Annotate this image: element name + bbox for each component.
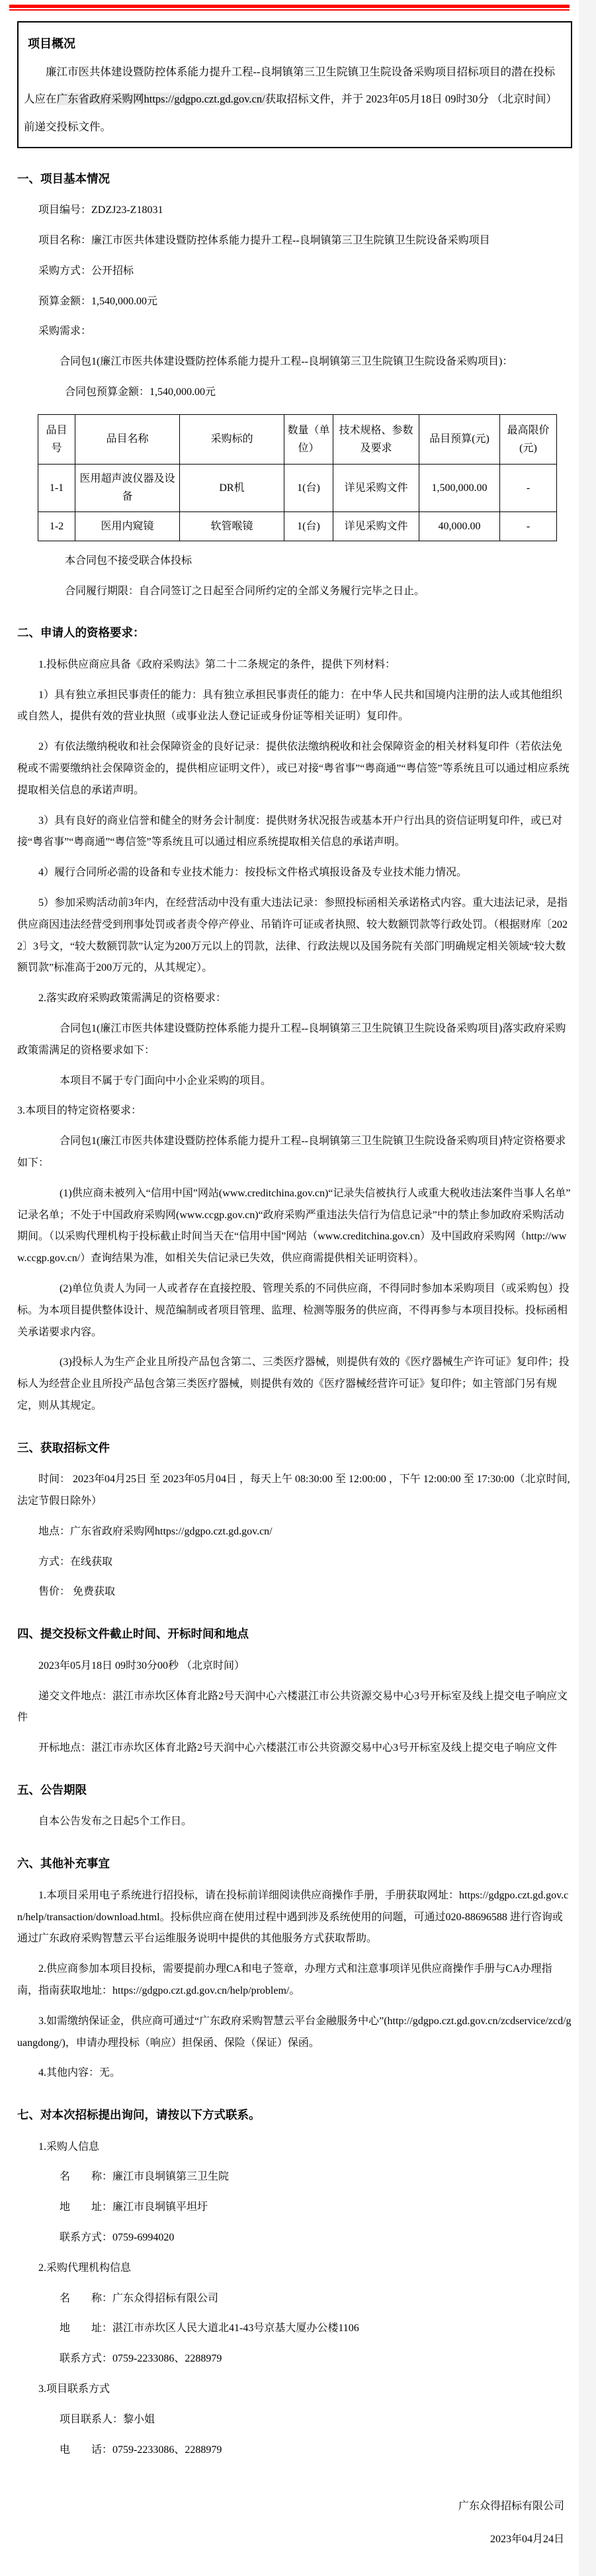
purchaser-info-title: 1.采购人信息: [38, 2141, 100, 2153]
items-table: [38, 414, 557, 541]
project-contact-person-value: 黎小姐: [123, 2413, 155, 2425]
top-divider-thick-line: [9, 5, 570, 8]
supplement-item: 3.如需缴纳保证金，供应商可通过“广东政府采购智慧云平台金融服务中心”(http://gdgpo.czt.gd.gov.cn/zcdservice/zcd/guangdong/)，申请办理投标（响应）担保函、保险（保证）保函。: [17, 2015, 572, 2049]
section-6-heading: 六、其他补充事宜: [17, 1857, 110, 1871]
package-title-line: 合同包1(廉江市医共体建设暨防控体系能力提升工程--良垌镇第三卫生院镇卫生院设备采购项目)：: [60, 356, 513, 368]
project-contact-phone-value: 0759-2233086、2288979: [112, 2444, 222, 2456]
table-row: [38, 465, 557, 511]
project-contact-phone-label: 电 话：: [60, 2444, 113, 2456]
agency-address-value: 湛江市赤坎区人民大道北41-43号京基大厦办公楼1106: [112, 2323, 359, 2334]
qualification-paragraph: 3）具有良好的商业信誉和健全的财务会计制度：提供财务状况报告或基本开户行出具的资信证明复印件，或已对接“粤省事”“粤商通”“粤信签”等系统且可以通过相应系统提取相关信息的承诺声明。: [17, 815, 563, 848]
project-contact-title: 3.项目联系方式: [38, 2383, 110, 2395]
section-4-heading: 四、提交投标文件截止时间、开标时间和地点: [17, 1627, 249, 1641]
purchaser-contact-value: 0759-6994020: [112, 2232, 175, 2243]
qualification-paragraph: 合同包1(廉江市医共体建设暨防控体系能力提升工程--良垌镇第三卫生院镇卫生院设备采购项目)特定资格要求如下：: [17, 1135, 566, 1169]
overview-title: 项目概况: [28, 37, 75, 50]
agency-name-line: [17, 2288, 572, 2310]
procurement-site-url: 广东省政府采购网https://gdgpo.czt.gd.gov.cn/: [56, 93, 265, 106]
cell-quantity: 1(台): [284, 465, 333, 511]
top-divider: [9, 5, 570, 11]
purchaser-address-line: [17, 2197, 572, 2219]
right-margin-strip: [579, 0, 596, 2576]
cell-item-name: 医用内窥镜: [75, 511, 180, 541]
procurement-method-value: 公开招标: [91, 265, 134, 277]
procurement-method-line: [17, 261, 572, 283]
cell-specs: 详见采购文件: [333, 511, 419, 541]
agency-info-title: 2.采购代理机构信息: [38, 2262, 132, 2274]
project-contact-person-line: [17, 2409, 572, 2431]
budget-label: 预算金额：: [38, 295, 92, 307]
qualification-paragraph: 1.投标供应商应具备《政府采购法》第二十二条规定的条件，提供下列材料：: [38, 658, 396, 670]
table-header-row: [38, 414, 557, 464]
supplement-item: 4.其他内容：无。: [38, 2067, 121, 2079]
obtain-time-line: 时间： 2023年04月25日 至 2023年05月04日 ，每天上午 08:30:00 至 12:00:00 ，下午 12:00:00 至 17:30:00（北京时间,法定节假日除外）: [17, 1474, 570, 1507]
col-header-item-no: 品目号: [38, 414, 75, 464]
supplement-item: 1.本项目采用电子系统进行招投标，请在投标前详细阅读供应商操作手册，手册获取网址：https://gdgpo.czt.gd.gov.cn/help/transaction/download.html。投标供应商在使用过程中遇到涉及系统使用的问题，可通过020-88696588 进行咨询或通过广东政府采购智慧云平台运维服务说明中提供的其他服务方式获取帮助。: [17, 1889, 569, 1945]
obtain-method-line: 方式：在线获取: [38, 1556, 113, 1568]
supplement-item: 2.供应商参加本项目投标，需要提前办理CA和电子签章，办理方式和注意事项详见供应商操作手册与CA办理指南，指南获取地址：https://gdgpo.czt.gd.gov.cn/help/problem/。: [17, 1963, 552, 1996]
cell-item-no: 1-1: [38, 465, 75, 511]
obtain-place-line: 地点：广东省政府采购网https://gdgpo.czt.gd.gov.cn/: [38, 1525, 273, 1537]
purchaser-name-value: 廉江市良垌镇第三卫生院: [112, 2171, 230, 2183]
demand-line: 采购需求：: [38, 326, 92, 337]
project-overview-box: [17, 21, 572, 148]
qualification-paragraph: 合同包1(廉江市医共体建设暨防控体系能力提升工程--良垌镇第三卫生院镇卫生院设备采购项目)落实政府采购政策需满足的资格要求如下：: [17, 1023, 566, 1056]
package-budget-line: [17, 382, 572, 404]
purchaser-name-label: 名 称：: [60, 2171, 113, 2183]
agency-contact-value: 0759-2233086、2288979: [112, 2353, 222, 2365]
agency-name-label: 名 称：: [60, 2292, 113, 2304]
document-body: [0, 21, 596, 2576]
agency-name-value: 广东众得招标有限公司: [112, 2292, 219, 2304]
cell-item-name: 医用超声波仪器及设备: [75, 465, 180, 511]
cell-specs: 详见采购文件: [333, 465, 419, 511]
submit-deadline-line: 2023年05月18日 09时30分00秒 （北京时间）: [38, 1660, 245, 1671]
qualification-paragraph: 1）具有独立承担民事责任的能力：具有独立承担民事责任的能力：在中华人民共和国境内注册的法人或其他组织或自然人，提供有效的营业执照（或事业法人登记证或身份证等相关证明）复印件。: [17, 689, 563, 723]
project-name-line: [17, 230, 572, 252]
project-name-value: 廉江市医共体建设暨防控体系能力提升工程--良垌镇第三卫生院镇卫生院设备采购项目: [91, 235, 490, 247]
project-number-value: ZDZJ23-Z18031: [91, 204, 163, 216]
purchaser-address-value: 廉江市良垌镇平坦圩: [112, 2201, 208, 2213]
cell-quantity: 1(台): [284, 511, 333, 541]
overview-text-before: 廉江市医共体建设暨防控体系能力提升工程--良垌镇第三卫生院镇卫生院设备采购项目招标项目的潜在投标人应在: [24, 66, 555, 106]
cell-subject: 软管喉镜: [180, 511, 284, 541]
purchaser-name-line: [17, 2166, 572, 2188]
submit-place-line: 递交文件地点：湛江市赤坎区体育北路2号天润中心六楼湛江市公共资源交易中心3号开标室及线上提交电子响应文件: [17, 1690, 568, 1724]
no-consortium-note: 本合同包不接受联合体投标: [65, 555, 192, 566]
top-divider-thin-line: [9, 9, 570, 11]
table-row: [38, 511, 557, 541]
project-number-line: [17, 200, 572, 222]
col-header-item-name: 品目名称: [75, 414, 180, 464]
cell-price-cap: -: [500, 465, 557, 511]
purchaser-contact-line: [17, 2227, 572, 2249]
project-name-label: 项目名称：: [38, 235, 92, 247]
agency-contact-line: [17, 2348, 572, 2370]
section-1-heading: 一、项目基本情况: [17, 171, 110, 185]
qualification-paragraph: 5）参加采购活动前3年内，在经营活动中没有重大违法记录：参照投标函相关承诺格式内容。重大违法记录，是指供应商因违法经营受到刑事处罚或者责令停产停业、吊销许可证或者执照、较大数额罚款等行政处罚。（根据财库〔2022〕3号文，“较大数额罚款”认定为200万元以上的罚款，法律、行政法规以及国务院有关部门明确规定相关领域“较大数额罚款”标准高于200万元的，从其规定）。: [17, 897, 568, 974]
cell-item-budget: 40,000.00: [419, 511, 500, 541]
col-header-item-budget: 品目预算(元): [419, 414, 500, 464]
col-header-quantity: 数量（单位）: [284, 414, 333, 464]
contract-duration-note: 合同履行期限：自合同签订之日起至合同所约定的全部义务履行完毕之日止。: [65, 585, 425, 597]
project-contact-phone-line: [17, 2440, 572, 2462]
qualification-paragraph: 3.本项目的特定资格要求：: [17, 1105, 142, 1117]
cell-subject: DR机: [180, 465, 284, 511]
procurement-method-label: 采购方式：: [38, 265, 92, 277]
project-number-label: 项目编号：: [38, 204, 92, 216]
signature-date: 2023年04月24日: [490, 2533, 564, 2545]
col-header-price-cap: 最高限价(元): [500, 414, 557, 464]
section-3-heading: 三、获取招标文件: [17, 1441, 110, 1454]
budget-line: [17, 291, 572, 313]
qualification-paragraph: (2)单位负责人为同一人或者存在直接控股、管理关系的不同供应商，不得同时参加本采购项目（或采购包）投标。为本项目提供整体设计、规范编制或者项目管理、监理、检测等服务的供应商，不得再参与本项目投标。投标函相关承诺要求内容。: [17, 1282, 570, 1338]
overview-paragraph: [24, 58, 564, 140]
overview-text-after: 获取招标文件，并于 2023年05月18日 09时30分 （北京时间）前递交投标文件。: [24, 93, 558, 133]
section-5-heading: 五、公告期限: [17, 1783, 87, 1797]
qualification-paragraph: 2）有依法缴纳税收和社会保障资金的良好记录：提供依法缴纳税收和社会保障资金的相关材料复印件（若依法免税或不需要缴纳社会保障资金的，提供相应证明文件），或已对接“粤省事”“粤商通”“粤信签”等系统且可以通过相应系统提取相关信息的承诺声明。: [17, 741, 570, 796]
bid-opening-place-line: 开标地点：湛江市赤坎区体育北路2号天润中心六楼湛江市公共资源交易中心3号开标室及线上提交电子响应文件: [38, 1742, 558, 1754]
qualification-paragraph: 本项目不属于专门面向中小企业采购的项目。: [60, 1075, 272, 1087]
cell-item-no: 1-2: [38, 511, 75, 541]
qualification-paragraph: (3)投标人为生产企业且所投产品包含第二、三类医疗器械，则提供有效的《医疗器械生产许可证》复印件；投标人为经营企业且所投产品包含第三类医疗器械，则提供有效的《医疗器械经营许可证》复印件；如主管部门另有规定，则从其规定。: [17, 1356, 570, 1411]
cell-item-budget: 1,500,000.00: [419, 465, 500, 511]
package-budget-value: 1,540,000.00元: [149, 386, 216, 398]
col-header-specs: 技术规格、参数及要求: [333, 414, 419, 464]
budget-value: 1,540,000.00元: [91, 295, 158, 307]
signature-company: 广东众得招标有限公司: [458, 2501, 564, 2512]
project-contact-person-label: 项目联系人：: [60, 2413, 124, 2425]
section-7-heading: 七、对本次招标提出询问，请按以下方式联系。: [17, 2108, 261, 2122]
qualification-paragraph: 4）履行合同所必需的设备和专业技术能力：按投标文件格式填报设备及专业技术能力情况。: [38, 867, 468, 879]
cell-price-cap: -: [500, 511, 557, 541]
qualification-paragraph: (1)供应商未被列入“信用中国”网站(www.creditchina.gov.cn)“记录失信被执行人或重大税收违法案件当事人名单”记录名单；不处于中国政府采购网(www.ccgp.gov.cn)“政府采购严重违法失信行为信息记录”中的禁止参加政府采购活动期间。（以采购代理机构于投标截止时间当天在“信用中国”网站（www.creditchina.gov.cn）及中国政府采购网（http://www.ccgp.gov.cn/）查询结果为准，如相关失信记录已失效，供应商需提供相关证明资料）。: [17, 1187, 571, 1265]
agency-address-line: [17, 2318, 572, 2340]
purchaser-address-label: 地 址：: [60, 2201, 113, 2213]
obtain-price-line: 售价： 免费获取: [38, 1586, 116, 1598]
col-header-subject: 采购标的: [180, 414, 284, 464]
signature-block: [17, 2490, 564, 2555]
notice-period-line: 自本公告发布之日起5个工作日。: [38, 1816, 192, 1828]
agency-address-label: 地 址：: [60, 2323, 113, 2334]
purchaser-contact-label: 联系方式：: [60, 2232, 113, 2243]
agency-contact-label: 联系方式：: [60, 2353, 113, 2365]
section-2-heading: 二、申请人的资格要求：: [17, 626, 145, 640]
qualification-paragraph: 2.落实政府采购政策需满足的资格要求：: [38, 993, 227, 1004]
package-budget-label: 合同包预算金额：: [65, 386, 150, 398]
